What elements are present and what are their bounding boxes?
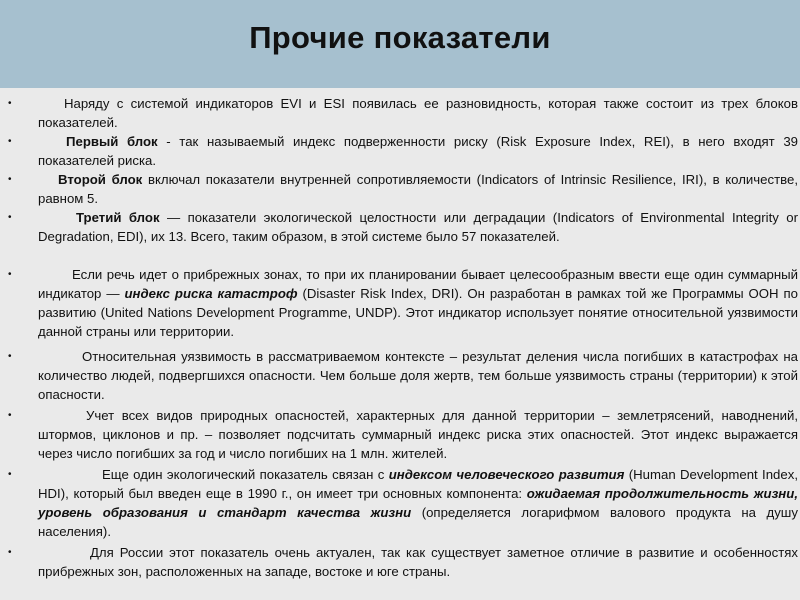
- bullet-dot-icon: •: [8, 174, 12, 185]
- bullet-dot-icon: •: [8, 469, 12, 480]
- bullet-text: Наряду с системой индикаторов EVI и ESI появилась ее разновидность, которая также состоит из трех блоков показателей.: [38, 96, 798, 130]
- bullet-dot-icon: •: [8, 136, 12, 147]
- bullet-text: Для России этот показатель очень актуален, так как существует заметное отличие в развитие и особенностях прибрежных зон, расположенных на западе, востоке и юге страны.: [38, 545, 798, 579]
- bullet-dot-icon: •: [8, 351, 12, 362]
- bullet-text: Учет всех видов природных опасностей, характерных для данной территории – землетрясений, наводнений, штормов, циклонов и пр. – позволяет подсчитать суммарный индекс риска этих опасностей. Этот индекс выражается через число погибших за год и число погибших на 1 млн. жителей.: [38, 408, 798, 461]
- bullet-text: Второй блок включал показатели внутренней сопротивляемости (Indicators of Intrinsic Resilience, IRI), в количестве, равном 5.: [38, 172, 798, 206]
- bullet-text: Еще один экологический показатель связан с индексом человеческого развития (Human Development Index, HDI), который был введен еще в 1990 г., он имеет три основных компонента: ожидаемая продолжительность жизни, уровень образования и стандарт качества жизни (определяется логарифмом валового продукта на душу населения).: [38, 467, 798, 539]
- slide-content: [0, 90, 800, 600]
- bullet-text: Если речь идет о прибрежных зонах, то при их планировании бывает целесообразным ввести еще один суммарный индикатор — индекс риска катастроф (Disaster Risk Index, DRI). Он разработан в рамках той же Программы ООН по развитию (United Nations Development Programme, UNDP). Этот индикатор использует понятие относительной уязвимости данной страны или территории.: [38, 267, 798, 339]
- slide-title: Прочие показатели: [249, 20, 551, 55]
- bullet-dot-icon: •: [8, 212, 12, 223]
- bullet-text: Третий блок — показатели экологической целостности или деградации (Indicators of Environmental Integrity or Degradation, EDI), их 13. Всего, таким образом, в этой системе было 57 показателей.: [38, 210, 798, 244]
- bullet-dot-icon: •: [8, 547, 12, 558]
- bullet-dot-icon: •: [8, 98, 12, 109]
- bullet-dot-icon: •: [8, 269, 12, 280]
- bullet-text: Первый блок - так называемый индекс подверженности риску (Risk Exposure Index, REI), в него входят 39 показателей риска.: [38, 134, 799, 168]
- bullet-dot-icon: •: [8, 410, 12, 421]
- bullet-text: Относительная уязвимость в рассматриваемом контексте – результат деления числа погибших в катастрофах на количество людей, подвергшихся опасности. Чем больше доля жертв, тем больше уязвимость страны (территории) к этой опасности.: [38, 349, 798, 402]
